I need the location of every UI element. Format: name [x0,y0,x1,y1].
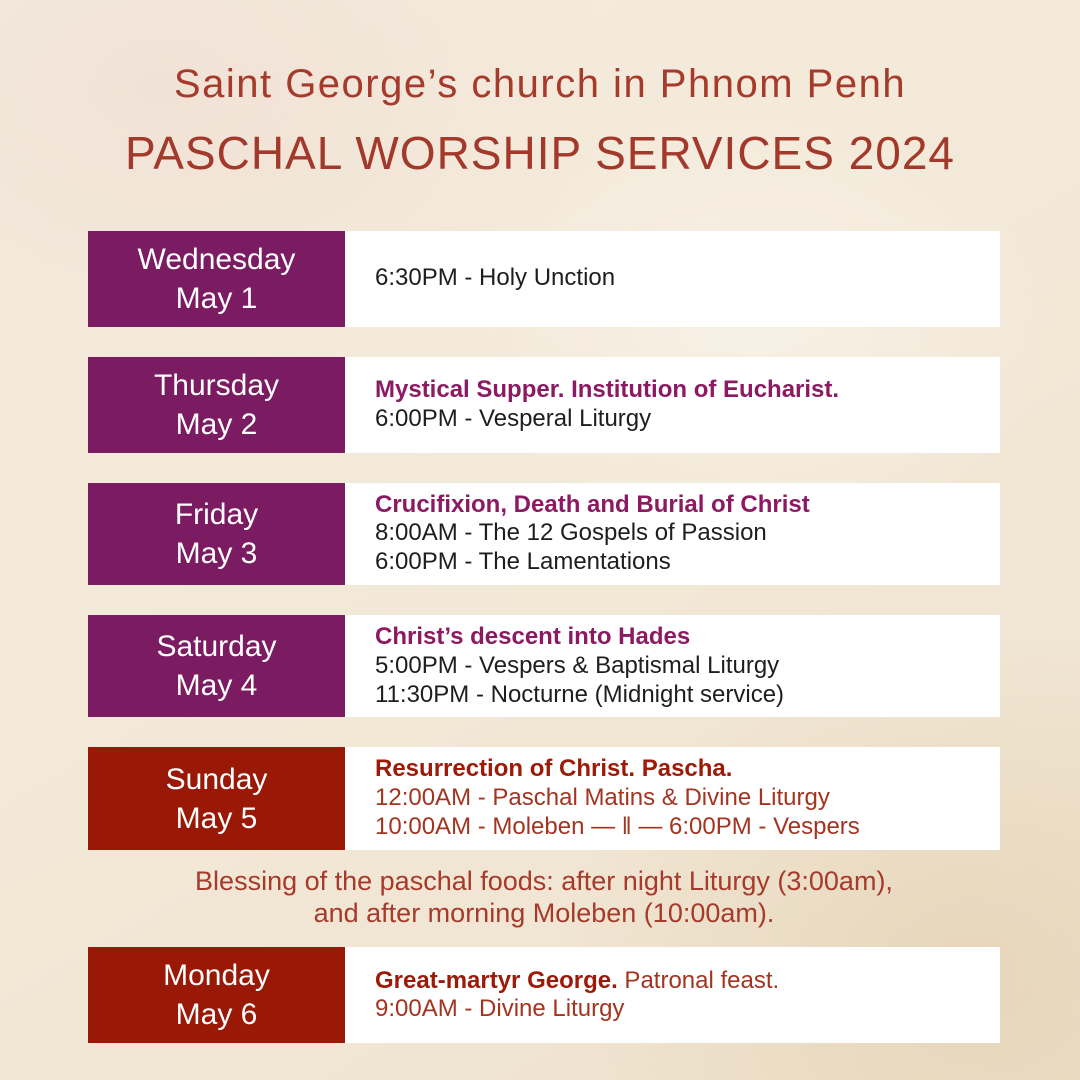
schedule-row-sunday [88,747,1000,849]
day-date: May 5 [175,801,258,835]
service-line: 6:00PM - Vesperal Liturgy [375,404,652,432]
schedule-row-wednesday [88,231,1000,327]
service-details-monday [345,947,1000,1043]
service-details-sunday [345,747,1000,849]
poster-title: PASCHAL WORSHIP SERVICES 2024 [124,127,956,179]
church-name: Saint George’s church in Phnom Penh [173,62,907,106]
service-heading: Mystical Supper. Institution of Eucharist. [375,375,840,403]
service-line: 9:00AM - Divine Liturgy [375,995,625,1023]
date-box-saturday [88,615,345,717]
schedule-row-thursday [88,357,1000,453]
service-line: 12:00AM - Paschal Matins & Divine Liturgy [375,784,830,812]
day-date: May 4 [175,669,258,703]
day-name: Wednesday [137,242,296,276]
schedule-row-monday [88,947,1000,1043]
day-name: Monday [163,959,270,993]
schedule-row-friday [88,483,1000,585]
feast-name: Great-martyr George. [375,966,618,994]
day-name: Thursday [153,368,280,402]
service-line: 10:00AM - Moleben — ‖ — 6:00PM - Vespers [375,812,860,840]
service-heading: Crucifixion, Death and Burial of Christ [375,490,810,518]
date-box-thursday [88,357,345,453]
schedule-list [88,231,1000,1074]
feast-suffix: Patronal feast. [617,966,780,994]
schedule-row-saturday [88,615,1000,717]
note-line: Blessing of the paschal foods: after night Liturgy (3:00am), [195,865,893,896]
day-name: Friday [174,497,259,531]
paschal-foods-note [88,866,1000,930]
service-line: 8:00AM - The 12 Gospels of Passion [375,519,767,547]
day-date: May 2 [175,407,258,441]
day-name: Saturday [156,630,277,664]
service-heading: Resurrection of Christ. Pascha. [375,755,733,783]
service-line: 5:00PM - Vespers & Baptismal Liturgy [375,651,780,679]
service-details-saturday [345,615,1000,717]
day-date: May 1 [175,281,258,315]
service-line: 11:30PM - Nocturne (Midnight service) [375,680,785,708]
note-line: and after morning Moleben (10:00am). [313,897,775,928]
date-box-friday [88,483,345,585]
service-line: 6:30PM - Holy Unction [375,264,616,292]
service-details-wednesday [345,231,1000,327]
date-box-wednesday [88,231,345,327]
poster-header [0,0,1080,179]
day-date: May 6 [175,998,258,1032]
service-heading: Christ’s descent into Hades [375,622,691,650]
service-line: 6:00PM - The Lamentations [375,548,671,576]
date-box-monday [88,947,345,1043]
service-details-friday [345,483,1000,585]
service-details-thursday [345,357,1000,453]
service-heading [375,967,988,996]
day-date: May 3 [175,536,258,570]
date-box-sunday [88,747,345,849]
day-name: Sunday [165,762,268,796]
